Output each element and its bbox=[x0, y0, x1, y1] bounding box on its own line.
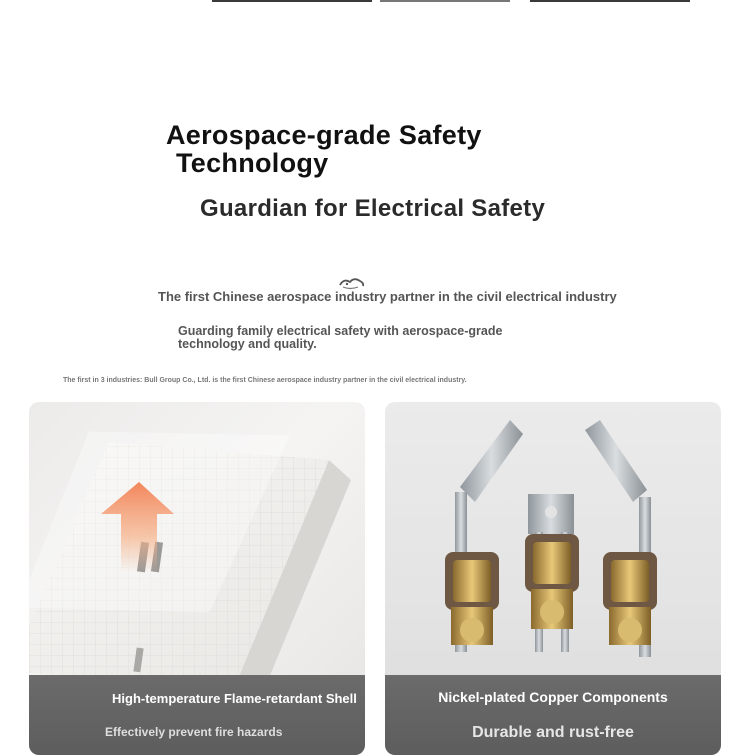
guard-statement: Guarding family electrical safety with aerospace-grade technology and quality. bbox=[178, 324, 503, 351]
hero-title-line1: Aerospace-grade Safety bbox=[166, 120, 482, 150]
hero-title-line2: Technology bbox=[176, 148, 329, 178]
feature-caption bbox=[385, 675, 721, 755]
fine-print: The first in 3 industries: Bull Group Co., Ltd. is the first Chinese aerospace industry partner in the civil electrical industry. bbox=[63, 377, 467, 384]
feature-title: High-temperature Flame-retardant Shell bbox=[112, 691, 357, 706]
partner-statement: The first Chinese aerospace industry partner in the civil electrical industry bbox=[158, 289, 617, 304]
feature-caption bbox=[29, 675, 365, 755]
feature-title: Nickel-plated Copper Components bbox=[438, 689, 668, 705]
hero-subtitle: Guardian for Electrical Safety bbox=[200, 195, 546, 222]
feature-subtitle: Effectively prevent fire hazards bbox=[105, 725, 283, 739]
feature-card-copper-components bbox=[385, 402, 721, 755]
feature-card-flame-retardant bbox=[29, 402, 365, 755]
top-edge-strip bbox=[0, 0, 750, 3]
feature-subtitle: Durable and rust-free bbox=[472, 724, 634, 741]
